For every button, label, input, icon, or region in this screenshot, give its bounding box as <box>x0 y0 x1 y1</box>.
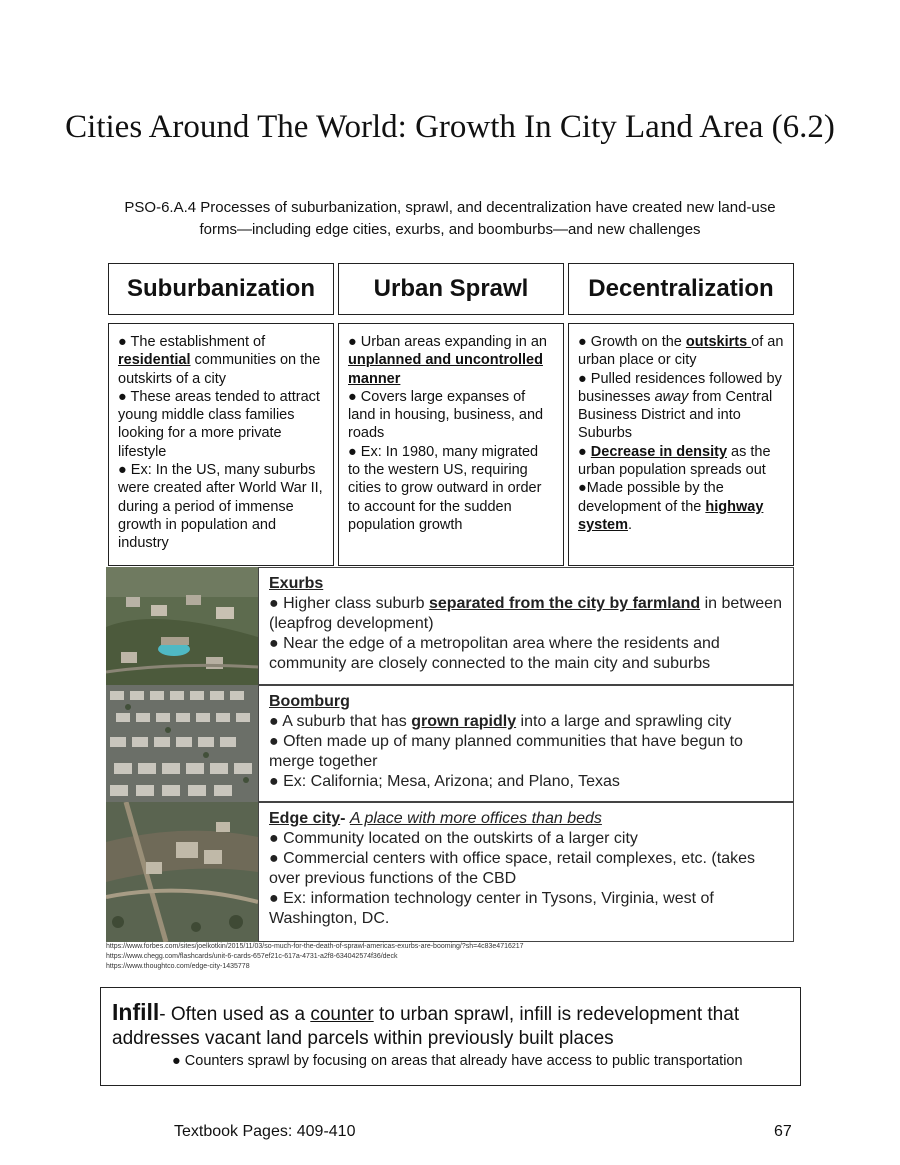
bullet <box>269 712 783 732</box>
bullet <box>578 479 784 534</box>
page-number: 67 <box>774 1123 792 1140</box>
bullet: ● Ex: California; Mesa, Arizona; and Plano, Texas <box>269 773 620 790</box>
text: ● Pulled residences followed by businesses <box>578 370 782 405</box>
urban-sprawl-box <box>338 323 564 566</box>
bullet: ● Covers large expanses of land in housing, business, and roads <box>348 388 544 442</box>
text: communities on the outskirts of a city <box>118 352 321 387</box>
text: in between (leapfrog development) <box>269 595 782 632</box>
infill-definition <box>112 1000 789 1051</box>
bullet: ● Ex: information technology center in Tysons, Virginia, west of Washington, DC. <box>269 890 714 927</box>
boomburg-aerial-photo <box>106 685 258 802</box>
source-link[interactable]: https://www.chegg.com/flashcards/unit-6-cards-657ef21c-617a-4731-a2f8-634042574f36/deck <box>106 953 398 960</box>
infill-box <box>100 987 801 1086</box>
text: of an urban place or city <box>578 334 784 369</box>
bullet <box>578 333 784 370</box>
header-urban-sprawl: Urban Sprawl <box>338 263 564 315</box>
emphasis: residential <box>118 352 191 369</box>
emphasis: highway system <box>578 498 764 533</box>
standard-text: PSO-6.A.4 Processes of suburbanization, sprawl, and decentralization have created new land-use forms—including edge cities, exurbs, and boomburbs—and new challenges <box>124 199 776 238</box>
source-link[interactable]: https://www.thoughtco.com/edge-city-1435778 <box>106 963 250 970</box>
definition: A place with more offices than beds <box>349 810 602 827</box>
bullet: ● Counters sprawl by focusing on areas that already have access to public transportation <box>172 1053 743 1069</box>
edge-city-aerial-photo <box>106 802 258 942</box>
exurbs-aerial-photo <box>106 567 258 685</box>
decentralization-box <box>568 323 794 566</box>
bullet: ● Ex: In 1980, many migrated to the western US, requiring cities to grow outward in order to account for the sudden population growth <box>348 443 542 533</box>
emphasis: outskirts <box>685 334 752 350</box>
exurbs-heading: Exurbs <box>269 575 324 592</box>
text: from Central Business District and into Suburbs <box>578 388 773 442</box>
header-suburbanization: Suburbanization <box>108 263 334 315</box>
source-link[interactable]: https://www.forbes.com/sites/joelkotkin/2015/11/03/so-much-for-the-death-of-sprawl-americas-exurbs-are-booming/?sh=4c83e4716217 <box>106 943 524 950</box>
dash: - <box>340 810 350 827</box>
suburbanization-box <box>108 323 334 566</box>
emphasis: unplanned and uncontrolled manner <box>348 352 543 387</box>
bullet: ● Commercial centers with office space, retail complexes, etc. (takes over previous functions of the CBD <box>269 850 755 887</box>
bullet <box>578 443 784 480</box>
text: as the urban population spreads out <box>578 443 771 479</box>
text: ● Higher class suburb <box>269 595 429 612</box>
emphasis: separated from the city by farmland <box>428 595 701 612</box>
italic-text: away <box>654 388 689 405</box>
bullet <box>118 333 324 388</box>
text: into a large and sprawling city <box>516 713 732 730</box>
boomburg-box <box>258 685 794 802</box>
bullet: ● Community located on the outskirts of a larger city <box>269 830 638 847</box>
bullet <box>348 333 554 388</box>
infill-term: Infill <box>112 999 160 1025</box>
textbook-pages: Textbook Pages: 409-410 <box>174 1123 356 1140</box>
emphasis: counter <box>310 1004 374 1025</box>
header-decentralization: Decentralization <box>568 263 794 315</box>
emphasis: grown rapidly <box>411 713 517 730</box>
text: . <box>627 516 633 533</box>
bullet: ● Near the edge of a metropolitan area where the residents and community are closely connected to the main city and suburbs <box>269 635 720 672</box>
boomburg-heading: Boomburg <box>269 693 350 710</box>
text: - Often used as a <box>159 1004 311 1025</box>
edge-city-title <box>269 809 783 829</box>
bullet: ● Ex: In the US, many suburbs were created after World War II, during a period of immense growth in population and industry <box>118 462 323 552</box>
edge-city-box <box>258 802 794 942</box>
edge-city-heading: Edge city <box>269 810 341 827</box>
exurbs-box <box>258 567 794 685</box>
text: to urban sprawl, infill is redevelopment that addresses vacant land parcels within previously built places <box>112 1004 740 1049</box>
bullet <box>578 370 784 443</box>
text: ● <box>578 443 591 460</box>
page-title: Cities Around The World: Growth In City Land Area (6.2) <box>65 109 835 145</box>
text: ● Urban areas expanding in an <box>348 334 547 350</box>
text: ● Growth on the <box>578 334 686 350</box>
emphasis: Decrease in density <box>590 443 728 460</box>
text: ●Made possible by the development of the <box>578 480 724 515</box>
text: ● A suburb that has <box>269 713 412 730</box>
source-links <box>106 942 524 972</box>
bullet: ● These areas tended to attract young middle class families looking for a more private lifestyle <box>118 388 320 460</box>
bullet <box>269 594 783 634</box>
bullet: ● Often made up of many planned communities that have begun to merge together <box>269 733 743 770</box>
text: ● The establishment of <box>118 334 266 350</box>
